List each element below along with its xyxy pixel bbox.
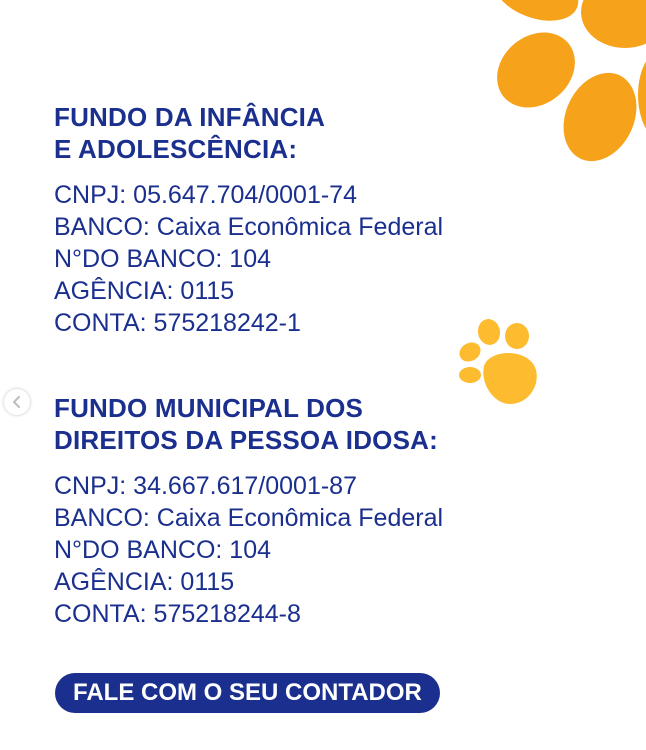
- chevron-left-icon: [11, 396, 23, 408]
- fund-elderly-details: [54, 470, 574, 630]
- fund-elderly-account: CONTA: 575218244-8: [54, 600, 301, 628]
- fund-elderly-title-line1: FUNDO MUNICIPAL DOS: [54, 393, 364, 423]
- fund-children-bank-number: N°DO BANCO: 104: [54, 245, 272, 273]
- fund-children-title: [54, 101, 574, 165]
- fund-elderly-title: [54, 392, 574, 456]
- fund-children-bank: BANCO: Caixa Econômica Federal: [54, 213, 444, 241]
- contact-accountant-button[interactable]: FALE COM O SEU CONTADOR: [55, 673, 440, 713]
- fund-children-details: [54, 179, 574, 339]
- fund-elderly-agency: AGÊNCIA: 0115: [54, 568, 235, 596]
- fund-elderly-section: [54, 392, 574, 630]
- fund-elderly-cnpj: CNPJ: 34.667.617/0001-87: [54, 472, 357, 500]
- fund-elderly-bank: BANCO: Caixa Econômica Federal: [54, 504, 444, 532]
- fund-elderly-title-line2: DIREITOS DA PESSOA IDOSA:: [54, 425, 438, 455]
- fund-elderly-bank-number: N°DO BANCO: 104: [54, 536, 272, 564]
- fund-children-cnpj: CNPJ: 05.647.704/0001-74: [54, 181, 357, 209]
- fund-children-agency: AGÊNCIA: 0115: [54, 277, 235, 305]
- carousel-prev-button[interactable]: [4, 389, 30, 415]
- fund-children-section: [54, 101, 574, 339]
- fund-children-title-line2: E ADOLESCÊNCIA:: [54, 134, 298, 164]
- fund-children-title-line1: FUNDO DA INFÂNCIA: [54, 102, 326, 132]
- fund-children-account: CONTA: 575218242-1: [54, 309, 301, 337]
